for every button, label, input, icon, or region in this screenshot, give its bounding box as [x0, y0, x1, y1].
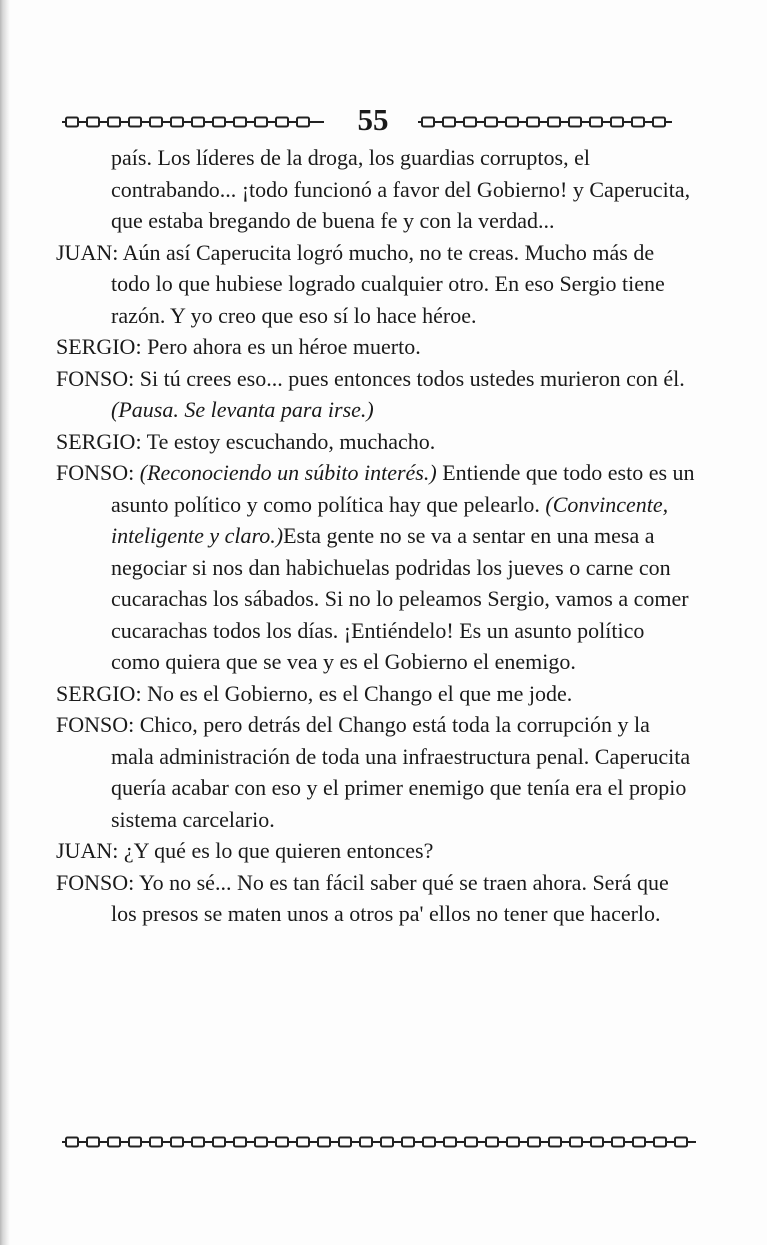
chain-link: [422, 118, 434, 127]
chain-link: [171, 118, 183, 127]
chain-link: [381, 1138, 393, 1147]
chain-link: [192, 118, 204, 127]
dialogue-paragraph: [56, 457, 696, 678]
chain-link: [465, 1138, 477, 1147]
chain-link: [464, 118, 476, 127]
chain-link: [632, 118, 644, 127]
chain-link: [633, 1138, 645, 1147]
chain-link: [129, 118, 141, 127]
speaker-name: SERGIO:: [56, 680, 148, 706]
chain-link: [213, 1138, 225, 1147]
dialogue-paragraph: [56, 237, 696, 332]
chain-link: [611, 118, 623, 127]
chain-link: [486, 1138, 498, 1147]
chain-link: [276, 118, 288, 127]
chain-link: [339, 1138, 351, 1147]
chain-link: [653, 118, 665, 127]
chain-link: [590, 118, 602, 127]
dialogue-text: [56, 142, 696, 930]
speaker-name: JUAN:: [56, 239, 123, 265]
dialogue-paragraph: [56, 426, 696, 458]
chain-link: [569, 118, 581, 127]
speaker-name: SERGIO:: [56, 334, 148, 359]
chain-link: [297, 118, 309, 127]
chain-link: [570, 1138, 582, 1147]
chain-ornament-footer: [62, 1130, 696, 1160]
chain-link: [150, 1138, 162, 1147]
dialogue-line: Chico, pero detrás del Chango está toda la corrupción y la mala administración de toda una infraestructura penal. Caperucita quería acabar con eso y el primer enemigo que tenía era el propio sistema carcelario.: [111, 712, 691, 832]
page-header: [62, 100, 672, 140]
chain-link: [255, 118, 267, 127]
chain-link: [87, 118, 99, 127]
chain-link: [150, 118, 162, 127]
chain-ornament-right: [418, 100, 672, 140]
chain-link: [591, 1138, 603, 1147]
chain-link: [654, 1138, 666, 1147]
dialogue-line: Si tú crees eso... pues entonces todos ustedes murieron con él.: [139, 365, 685, 391]
stage-direction: (Reconociendo un súbito interés.): [139, 460, 437, 485]
speaker-name: JUAN:: [56, 838, 124, 863]
dialogue-paragraph: [56, 142, 696, 237]
dialogue-line: No es el Gobierno, es el Chango el que me jode.: [147, 680, 573, 706]
chain-link: [423, 1138, 435, 1147]
chain-link: [108, 118, 120, 127]
page-number: 55: [357, 102, 389, 137]
dialogue-paragraph: [56, 678, 696, 710]
chain-link: [402, 1138, 414, 1147]
speaker-name: FONSO:: [56, 712, 140, 737]
dialogue-paragraph: [56, 867, 696, 930]
chain-ornament-left: [62, 100, 324, 140]
stage-direction: (Pausa. Se levanta para irse.): [111, 397, 374, 422]
chain-link: [234, 1138, 246, 1147]
chain-link: [255, 1138, 267, 1147]
chain-link: [360, 1138, 372, 1147]
chain-link: [528, 1138, 540, 1147]
speaker-name: FONSO:: [56, 869, 139, 895]
dialogue-line: Te estoy escuchando, muchacho.: [146, 428, 436, 454]
dialogue-paragraph: [56, 363, 696, 426]
dialogue-line: Esta gente no se va a sentar en una mesa a negociar si nos dan habichuelas podridas los jueves o carne con cucarachas los sábados. Si no lo peleamos Sergio, vamos a comer cucarachas todos los días. ¡Entiéndelo! Es un asunto político como quiera que se vea y es el Gobierno el enemigo.: [111, 523, 689, 674]
dialogue-paragraph: [56, 709, 696, 835]
chain-link: [108, 1138, 120, 1147]
chain-link: [443, 118, 455, 127]
dialogue-line: país. Los líderes de la droga, los guardias corruptos, el contrabando... ¡todo funcionó a favor del Gobierno! y Caperucita, que estaba bregando de buena fe y con la verdad...: [111, 145, 691, 233]
dialogue-line: ¿Y qué es lo que quieren entonces?: [123, 838, 434, 863]
chain-link: [276, 1138, 288, 1147]
chain-link: [444, 1138, 456, 1147]
chain-link: [234, 118, 246, 127]
page-spine-shadow: [0, 0, 10, 1245]
chain-link: [675, 1138, 687, 1147]
dialogue-paragraph: [56, 331, 696, 363]
speaker-name: FONSO:: [56, 460, 140, 485]
dialogue-line: Yo no sé... No es tan fácil saber qué se traen ahora. Será que los presos se maten unos a otros pa' ellos no tener que hacerlo.: [111, 869, 669, 926]
chain-link: [192, 1138, 204, 1147]
chain-link: [297, 1138, 309, 1147]
chain-link: [129, 1138, 141, 1147]
chain-link: [612, 1138, 624, 1147]
chain-link: [318, 1138, 330, 1147]
dialogue-paragraph: [56, 835, 696, 867]
chain-link: [66, 118, 78, 127]
chain-link: [213, 118, 225, 127]
chain-link: [549, 1138, 561, 1147]
speaker-name: SERGIO:: [56, 428, 147, 454]
dialogue-line: Aún así Caperucita logró mucho, no te creas. Mucho más de todo lo que hubiese logrado cualquier otro. En eso Sergio tiene razón. Y yo creo que eso sí lo hace héroe.: [111, 239, 665, 328]
chain-link: [485, 118, 497, 127]
dialogue-line: Pero ahora es un héroe muerto.: [147, 334, 421, 359]
chain-link: [548, 118, 560, 127]
chain-link: [66, 1138, 78, 1147]
chain-link: [171, 1138, 183, 1147]
speaker-name: FONSO:: [56, 365, 140, 391]
chain-link: [506, 118, 518, 127]
chain-link: [87, 1138, 99, 1147]
chain-link: [507, 1138, 519, 1147]
stage-direction: (Convincente, inteligente y claro.): [111, 491, 669, 548]
chain-link: [527, 118, 539, 127]
dialogue-line: Entiende que todo esto es un asunto político y como política hay que pelearlo.: [111, 460, 695, 517]
